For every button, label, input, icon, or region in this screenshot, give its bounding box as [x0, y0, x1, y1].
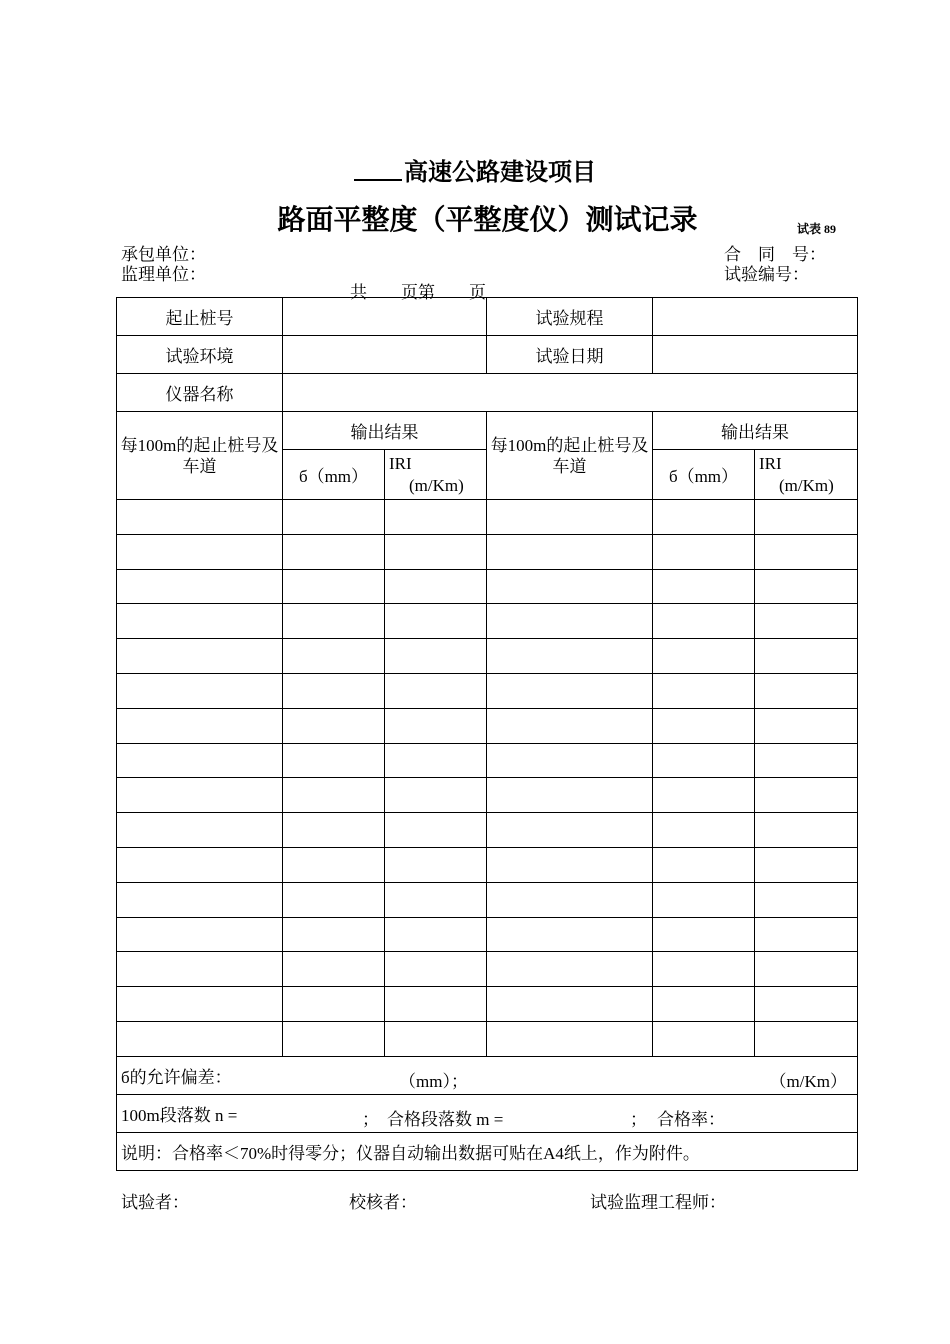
iri-cell[interactable]: [755, 778, 858, 813]
test-date-value[interactable]: [653, 336, 858, 374]
iri-cell[interactable]: [385, 673, 487, 708]
station-lane-cell[interactable]: [487, 987, 653, 1022]
iri-cell[interactable]: [755, 847, 858, 882]
sigma-cell[interactable]: [283, 847, 385, 882]
station-lane-cell[interactable]: [487, 604, 653, 639]
mm-unit: （mm）；: [399, 1071, 468, 1091]
project-title: 高速公路建设项目: [0, 152, 950, 187]
instrument-name-value[interactable]: [283, 374, 858, 412]
sigma-cell[interactable]: [283, 604, 385, 639]
station-lane-cell[interactable]: [117, 778, 283, 813]
iri-cell[interactable]: [755, 708, 858, 743]
sigma-cell[interactable]: [653, 708, 755, 743]
note-text: 说明：合格率＜70%时得零分；仪器自动输出数据可贴在A4纸上，作为附件。: [117, 1132, 858, 1170]
sigma-allowance-label: б的允许偏差：: [121, 1067, 232, 1087]
station-lane-header-right: 每100m的起止桩号及车道: [487, 412, 653, 500]
data-row: [117, 639, 858, 674]
iri-label: IRI: [759, 453, 782, 473]
iri-cell[interactable]: [385, 743, 487, 778]
station-lane-cell[interactable]: [117, 639, 283, 674]
start-end-station-label: 起止桩号: [117, 298, 283, 336]
sigma-cell[interactable]: [283, 569, 385, 604]
sigma-cell[interactable]: [653, 604, 755, 639]
info-row: [117, 374, 858, 412]
separator: ；: [630, 1109, 647, 1129]
iri-label: IRI: [389, 453, 412, 473]
supervisor-engineer-label: 试验监理工程师：: [590, 1193, 726, 1212]
sigma-cell[interactable]: [653, 534, 755, 569]
iri-cell[interactable]: [755, 534, 858, 569]
station-lane-cell[interactable]: [117, 500, 283, 535]
test-env-value[interactable]: [283, 336, 487, 374]
sigma-cell[interactable]: [653, 882, 755, 917]
tester-label: 试验者：: [121, 1193, 189, 1212]
iri-cell[interactable]: [755, 813, 858, 848]
station-lane-cell[interactable]: [117, 1021, 283, 1056]
station-lane-cell[interactable]: [487, 813, 653, 848]
iri-cell[interactable]: [385, 1021, 487, 1056]
data-row: [117, 534, 858, 569]
station-lane-cell[interactable]: [487, 917, 653, 952]
iri-cell[interactable]: [385, 882, 487, 917]
info-row: [117, 298, 858, 336]
sigma-cell[interactable]: [653, 500, 755, 535]
iri-cell[interactable]: [755, 673, 858, 708]
sigma-cell[interactable]: [653, 673, 755, 708]
iri-cell[interactable]: [385, 534, 487, 569]
station-lane-cell[interactable]: [487, 534, 653, 569]
iri-cell[interactable]: [385, 639, 487, 674]
iri-cell[interactable]: [385, 708, 487, 743]
sigma-cell[interactable]: [653, 987, 755, 1022]
station-lane-cell[interactable]: [487, 847, 653, 882]
project-name-blank[interactable]: [354, 157, 402, 181]
iri-unit: (m/Km): [409, 475, 464, 495]
sigma-cell[interactable]: [283, 813, 385, 848]
sigma-cell[interactable]: [283, 917, 385, 952]
station-lane-cell[interactable]: [117, 673, 283, 708]
station-lane-header-left: 每100m的起止桩号及车道: [117, 412, 283, 500]
data-row: [117, 1021, 858, 1056]
iri-cell[interactable]: [755, 569, 858, 604]
form-code: 试表 89: [797, 222, 837, 236]
sigma-cell[interactable]: [283, 778, 385, 813]
iri-header-left: [385, 450, 487, 500]
sigma-cell[interactable]: [283, 708, 385, 743]
segments-row: [117, 1094, 858, 1132]
checker-label: 校核者：: [349, 1193, 417, 1212]
sigma-cell[interactable]: [283, 639, 385, 674]
station-lane-cell[interactable]: [487, 882, 653, 917]
iri-cell[interactable]: [755, 882, 858, 917]
iri-cell[interactable]: [755, 987, 858, 1022]
data-row: [117, 743, 858, 778]
segments-label: 100m段落数 n =: [121, 1105, 238, 1125]
data-row: [117, 673, 858, 708]
sigma-cell[interactable]: [283, 882, 385, 917]
station-lane-cell[interactable]: [117, 882, 283, 917]
data-row: [117, 987, 858, 1022]
sigma-cell[interactable]: [653, 1021, 755, 1056]
iri-cell[interactable]: [755, 500, 858, 535]
mkm-unit: （m/Km）: [769, 1071, 847, 1091]
sigma-cell[interactable]: [283, 500, 385, 535]
station-lane-cell[interactable]: [117, 952, 283, 987]
sigma-cell[interactable]: [283, 952, 385, 987]
sigma-cell[interactable]: [283, 743, 385, 778]
data-row: [117, 778, 858, 813]
sigma-cell[interactable]: [653, 813, 755, 848]
form-title: 路面平整度（平整度仪）测试记录: [277, 205, 698, 236]
sigma-cell[interactable]: [283, 534, 385, 569]
pass-segments-label: 合格段落数 m =: [387, 1109, 504, 1129]
station-lane-cell[interactable]: [487, 743, 653, 778]
iri-cell[interactable]: [755, 917, 858, 952]
station-lane-cell[interactable]: [117, 987, 283, 1022]
data-row: [117, 500, 858, 535]
station-lane-cell[interactable]: [487, 708, 653, 743]
output-header-right: 输出结果: [653, 412, 858, 450]
station-lane-cell[interactable]: [117, 917, 283, 952]
station-lane-cell[interactable]: [117, 847, 283, 882]
station-lane-cell[interactable]: [487, 500, 653, 535]
data-row: [117, 952, 858, 987]
sigma-allowance-cell[interactable]: [117, 1056, 858, 1094]
sigma-cell[interactable]: [653, 847, 755, 882]
test-date-label: 试验日期: [487, 336, 653, 374]
output-header-left: 输出结果: [283, 412, 487, 450]
iri-cell[interactable]: [755, 1021, 858, 1056]
instrument-name-label: 仪器名称: [117, 374, 283, 412]
station-lane-cell[interactable]: [117, 534, 283, 569]
column-header-row: [117, 412, 858, 450]
data-row: [117, 708, 858, 743]
sigma-cell[interactable]: [653, 778, 755, 813]
separator: ；: [362, 1109, 379, 1129]
pass-rate-label: 合格率：: [657, 1109, 725, 1129]
test-spec-label: 试验规程: [487, 298, 653, 336]
iri-cell[interactable]: [385, 569, 487, 604]
sigma-cell[interactable]: [283, 987, 385, 1022]
iri-cell[interactable]: [385, 952, 487, 987]
iri-cell[interactable]: [385, 813, 487, 848]
sigma-cell[interactable]: [283, 1021, 385, 1056]
iri-unit: (m/Km): [779, 475, 834, 495]
contract-no-label: 合 同 号：: [724, 245, 826, 264]
iri-cell[interactable]: [385, 778, 487, 813]
iri-cell[interactable]: [385, 847, 487, 882]
station-lane-cell[interactable]: [117, 708, 283, 743]
iri-cell[interactable]: [755, 743, 858, 778]
page-info: 共 页第 页: [350, 283, 486, 302]
sigma-header-right: б（mm）: [653, 450, 755, 500]
note-row: [117, 1132, 858, 1170]
data-row: [117, 569, 858, 604]
station-lane-cell[interactable]: [487, 673, 653, 708]
iri-header-right: [755, 450, 858, 500]
station-lane-cell[interactable]: [117, 604, 283, 639]
data-row: [117, 813, 858, 848]
sigma-cell[interactable]: [653, 743, 755, 778]
iri-cell[interactable]: [385, 917, 487, 952]
station-lane-cell[interactable]: [487, 569, 653, 604]
segments-cell[interactable]: [117, 1094, 858, 1132]
sigma-cell[interactable]: [653, 639, 755, 674]
sigma-header-left: б（mm）: [283, 450, 385, 500]
info-row: [117, 336, 858, 374]
test-no-label: 试验编号：: [724, 265, 809, 284]
sigma-cell[interactable]: [653, 952, 755, 987]
station-lane-cell[interactable]: [487, 952, 653, 987]
iri-cell[interactable]: [755, 639, 858, 674]
station-lane-cell[interactable]: [487, 1021, 653, 1056]
record-table: [116, 297, 858, 1171]
test-env-label: 试验环境: [117, 336, 283, 374]
data-row: [117, 882, 858, 917]
sigma-allowance-row: [117, 1056, 858, 1094]
iri-cell[interactable]: [755, 952, 858, 987]
supervisor-label: 监理单位：: [121, 265, 206, 284]
iri-cell[interactable]: [385, 987, 487, 1022]
station-lane-cell[interactable]: [117, 569, 283, 604]
contractor-label: 承包单位：: [121, 245, 206, 264]
data-row: [117, 917, 858, 952]
sigma-cell[interactable]: [653, 569, 755, 604]
data-row: [117, 604, 858, 639]
station-lane-cell[interactable]: [487, 639, 653, 674]
sigma-cell[interactable]: [653, 917, 755, 952]
test-spec-value[interactable]: [653, 298, 858, 336]
station-lane-cell[interactable]: [487, 778, 653, 813]
station-lane-cell[interactable]: [117, 813, 283, 848]
sigma-cell[interactable]: [283, 673, 385, 708]
iri-cell[interactable]: [385, 500, 487, 535]
station-lane-cell[interactable]: [117, 743, 283, 778]
start-end-station-value[interactable]: [283, 298, 487, 336]
data-row: [117, 847, 858, 882]
iri-cell[interactable]: [385, 604, 487, 639]
iri-cell[interactable]: [755, 604, 858, 639]
